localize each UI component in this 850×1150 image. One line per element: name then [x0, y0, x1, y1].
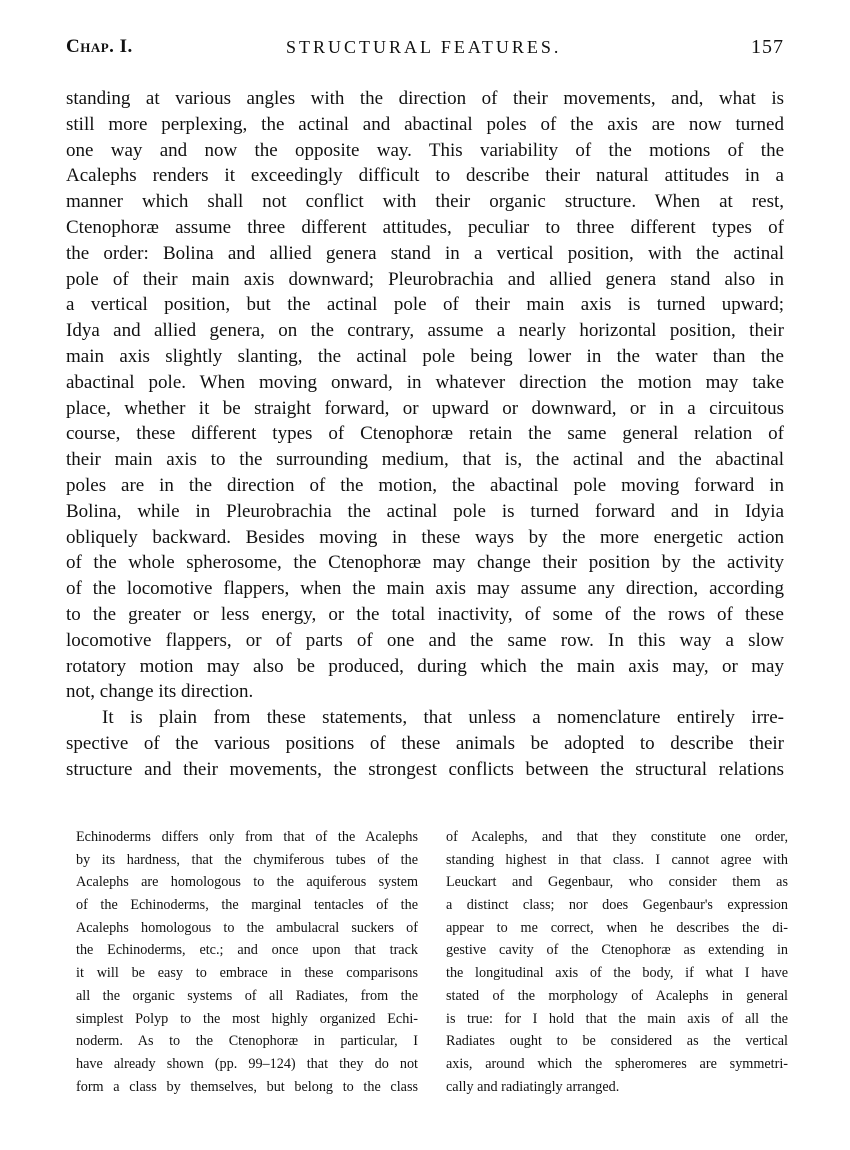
footnote-line: axis, around which the spheromeres are symmetri- [446, 1055, 788, 1072]
footnote-line: by its hardness, that the chymiferous tubes of the [76, 851, 418, 868]
footnote-line: all the organic systems of all Radiates, from the [76, 987, 418, 1004]
body-line: the order: Bolina and allied genera stand in a vertical position, with the actinal [66, 242, 784, 264]
body-line: course, these different types of Ctenophoræ retain the same general relation of [66, 423, 784, 445]
footnote-line: it will be easy to embrace in these comparisons [76, 965, 418, 982]
body-line: poles are in the direction of the motion, the abactinal pole moving forward in [66, 474, 784, 496]
footnote-line: of Acalephs, and that they constitute one order, [446, 829, 788, 845]
body-text [66, 86, 784, 783]
footnote-line: a distinct class; nor does Gegenbaur's expression [446, 897, 788, 914]
body-line: structure and their movements, the strongest conflicts between the structural relations [66, 758, 784, 780]
footnote-line: stated of the morphology of Acalephs in general [446, 987, 788, 1004]
footnote-line: gestive cavity of the Ctenophoræ as extending in [446, 942, 788, 959]
body-line: not, change its direction. [66, 681, 254, 703]
body-line: a vertical position, but the actinal pole of their main axis is turned upward; [66, 294, 784, 316]
body-line: place, whether it be straight forward, or upward or downward, or in a circuitous [66, 397, 784, 419]
footnote-line: is true: for I hold that the main axis of all the [446, 1010, 788, 1027]
body-line: one way and now the opposite way. This variability of the motions of the [66, 139, 784, 161]
footnote-line: Acalephs homologous to the ambulacral suckers of [76, 919, 418, 936]
body-line: Bolina, while in Pleurobrachia the actinal pole is turned forward and in Idyia [66, 500, 784, 522]
body-line: It is plain from these statements, that unless a nomenclature entirely irre- [102, 707, 784, 729]
running-title: STRUCTURAL FEATURES. [286, 37, 562, 57]
body-line: pole of their main axis downward; Pleurobrachia and allied genera stand also in [66, 268, 784, 290]
footnote-line: cally and radiatingly arranged. [446, 1078, 620, 1095]
body-line: to the greater or less energy, or the total inactivity, of some of the rows of these [66, 603, 784, 625]
body-line: standing at various angles with the direction of their movements, and, what is [66, 88, 784, 109]
footnote-line: Leuckart and Gegenbaur, who consider them as [446, 874, 788, 891]
body-line: rotatory motion may also be produced, during which the main axis may, or may [66, 655, 784, 677]
footnote-line: standing highest in that class. I cannot agree with [446, 851, 788, 868]
body-line: of the locomotive flappers, when the main axis may assume any direction, according [66, 578, 784, 600]
body-line: spective of the various positions of these animals be adopted to describe their [66, 732, 784, 754]
body-line: Acalephs renders it exceedingly difficult to describe their natural attitudes in a [66, 165, 784, 187]
body-line: obliquely backward. Besides moving in these ways by the more energetic action [66, 526, 784, 548]
body-line: Idya and allied genera, on the contrary, assume a nearly horizontal position, their [66, 320, 784, 342]
body-line: still more perplexing, the actinal and abactinal poles of the axis are now turned [66, 113, 784, 135]
page-header [66, 36, 784, 66]
footnote-line: the Echinoderms, etc.; and once upon that track [76, 942, 418, 959]
body-line: of the whole spherosome, the Ctenophoræ may change their position by the activity [66, 552, 784, 574]
footnote-line: of the Echinoderms, the marginal tentacles of the [76, 897, 418, 914]
footnote-line: Echinoderms differs only from that of the Acalephs [76, 829, 418, 845]
footnote-line: the longitudinal axis of the body, if what I have [446, 965, 788, 982]
footnote-column-right [446, 826, 788, 1098]
footnote-line: simplest Polyp to the most highly organized Echi- [76, 1010, 418, 1027]
footnote-line: Acalephs are homologous to the aquiferous system [76, 874, 418, 891]
footnote-line: appear to me correct, when he describes the di- [446, 919, 788, 936]
body-line: their main axis to the surrounding medium, that is, the actinal and the abactinal [66, 449, 784, 471]
body-line: manner which shall not conflict with their organic structure. When at rest, [66, 191, 784, 213]
footnote-line: have already shown (pp. 99–124) that they do not [76, 1055, 418, 1072]
footnote-column-left [76, 826, 418, 1098]
body-line: main axis slightly slanting, the actinal pole being lower in the water than the [66, 345, 784, 367]
footnote-line: Radiates ought to be considered as the vertical [446, 1033, 788, 1050]
page-number: 157 [751, 36, 784, 58]
body-line: locomotive flappers, or of parts of one and the same row. In this way a slow [66, 629, 784, 651]
chapter-label: Chap. I. [66, 36, 133, 57]
body-line: abactinal pole. When moving onward, in whatever direction the motion may take [66, 371, 784, 393]
footnote-line: noderm. As to the Ctenophoræ in particular, I [76, 1033, 418, 1050]
footnote-line: form a class by themselves, but belong to the class [76, 1078, 418, 1095]
body-line: Ctenophoræ assume three different attitudes, peculiar to three different types of [66, 216, 784, 238]
